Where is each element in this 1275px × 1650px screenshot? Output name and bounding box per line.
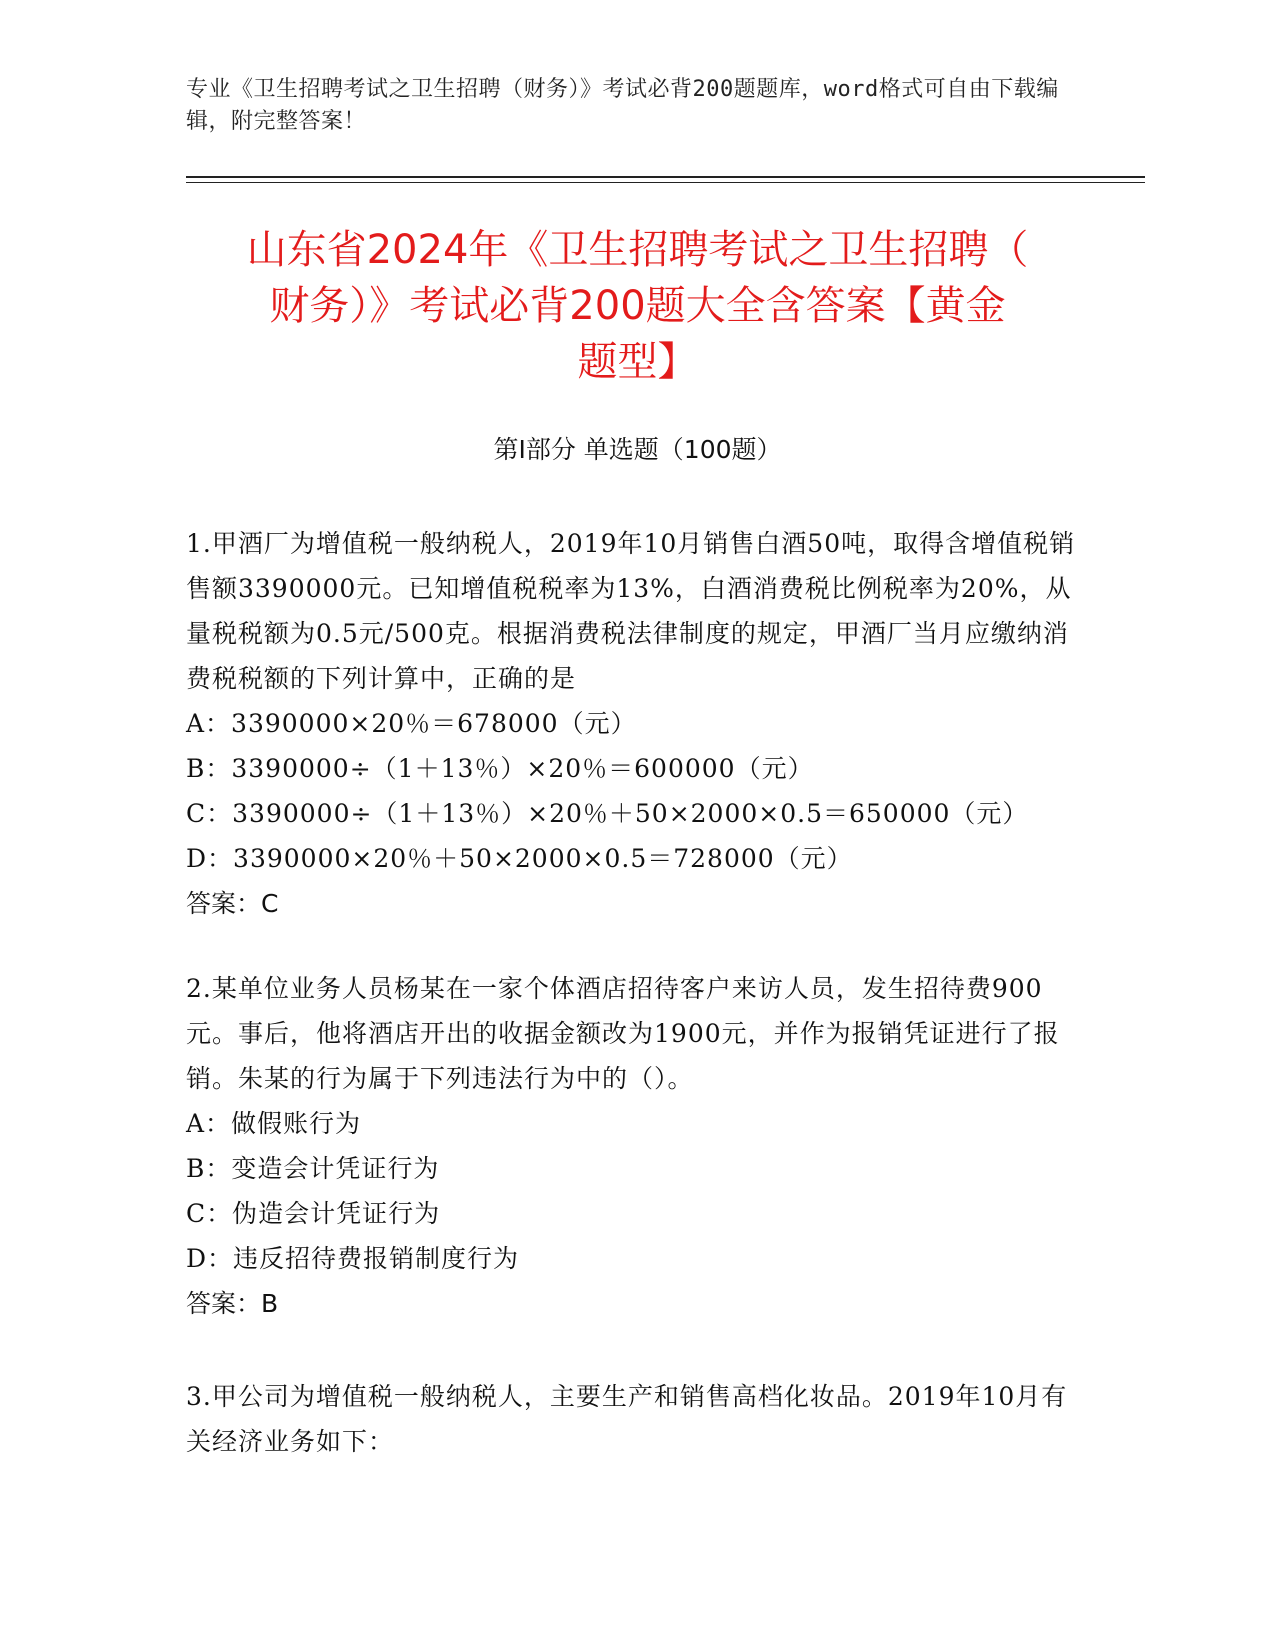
- question-stem: 3.甲公司为增值税一般纳税人，主要生产和销售高档化妆品。2019年10月有关经济业务如下：: [186, 1382, 1068, 1456]
- option-c: C：3390000÷（1＋13％）×20％＋50×2000×0.5＝650000（元）: [186, 799, 1029, 828]
- question-stem: 2.某单位业务人员杨某在一家个体酒店招待客户来访人员，发生招待费900元。事后，他将酒店开出的收据金额改为1900元，并作为报销凭证进行了报销。朱某的行为属于下列违法行为中的（）。: [186, 974, 1060, 1093]
- option-b: B：3390000÷（1＋13％）×20％＝600000（元）: [186, 754, 814, 783]
- option-b: B：变造会计凭证行为: [186, 1154, 440, 1183]
- answer: 答案：C: [186, 889, 279, 918]
- option-a: A：做假账行为: [186, 1109, 362, 1138]
- option-a: A：3390000×20％＝678000（元）: [186, 709, 637, 738]
- question-3: [186, 1374, 1076, 1464]
- option-c: C：伪造会计凭证行为: [186, 1199, 441, 1228]
- answer: 答案：B: [186, 1289, 279, 1318]
- option-d: D：违反招待费报销制度行为: [186, 1244, 520, 1273]
- section-heading: 第Ⅰ部分 单选题（100题）: [493, 435, 782, 464]
- option-list: [186, 701, 1076, 881]
- header-divider-thin: [186, 182, 1145, 183]
- document-title: 山东省2024年《卫生招聘考试之卫生招聘（ 财务）》考试必背200题大全含答案【黄金 题型】: [246, 227, 1029, 385]
- question-2: [186, 966, 1076, 1326]
- option-d: D：3390000×20％＋50×2000×0.5＝728000（元）: [186, 844, 853, 873]
- option-list: [186, 1101, 1076, 1281]
- question-stem: 1.甲酒厂为增值税一般纳税人，2019年10月销售白酒50吨，取得含增值税销售额3390000元。已知增值税税率为13%，白酒消费税比例税率为20%，从量税税额为0.5元/500克。根据消费税法律制度的规定，甲酒厂当月应缴纳消费税税额的下列计算中，正确的是: [186, 529, 1076, 693]
- header-note: 专业《卫生招聘考试之卫生招聘（财务）》考试必背200题题库，word格式可自由下载编辑，附完整答案！: [186, 77, 1059, 134]
- header-divider-thick: [186, 176, 1145, 178]
- question-1: [186, 521, 1076, 926]
